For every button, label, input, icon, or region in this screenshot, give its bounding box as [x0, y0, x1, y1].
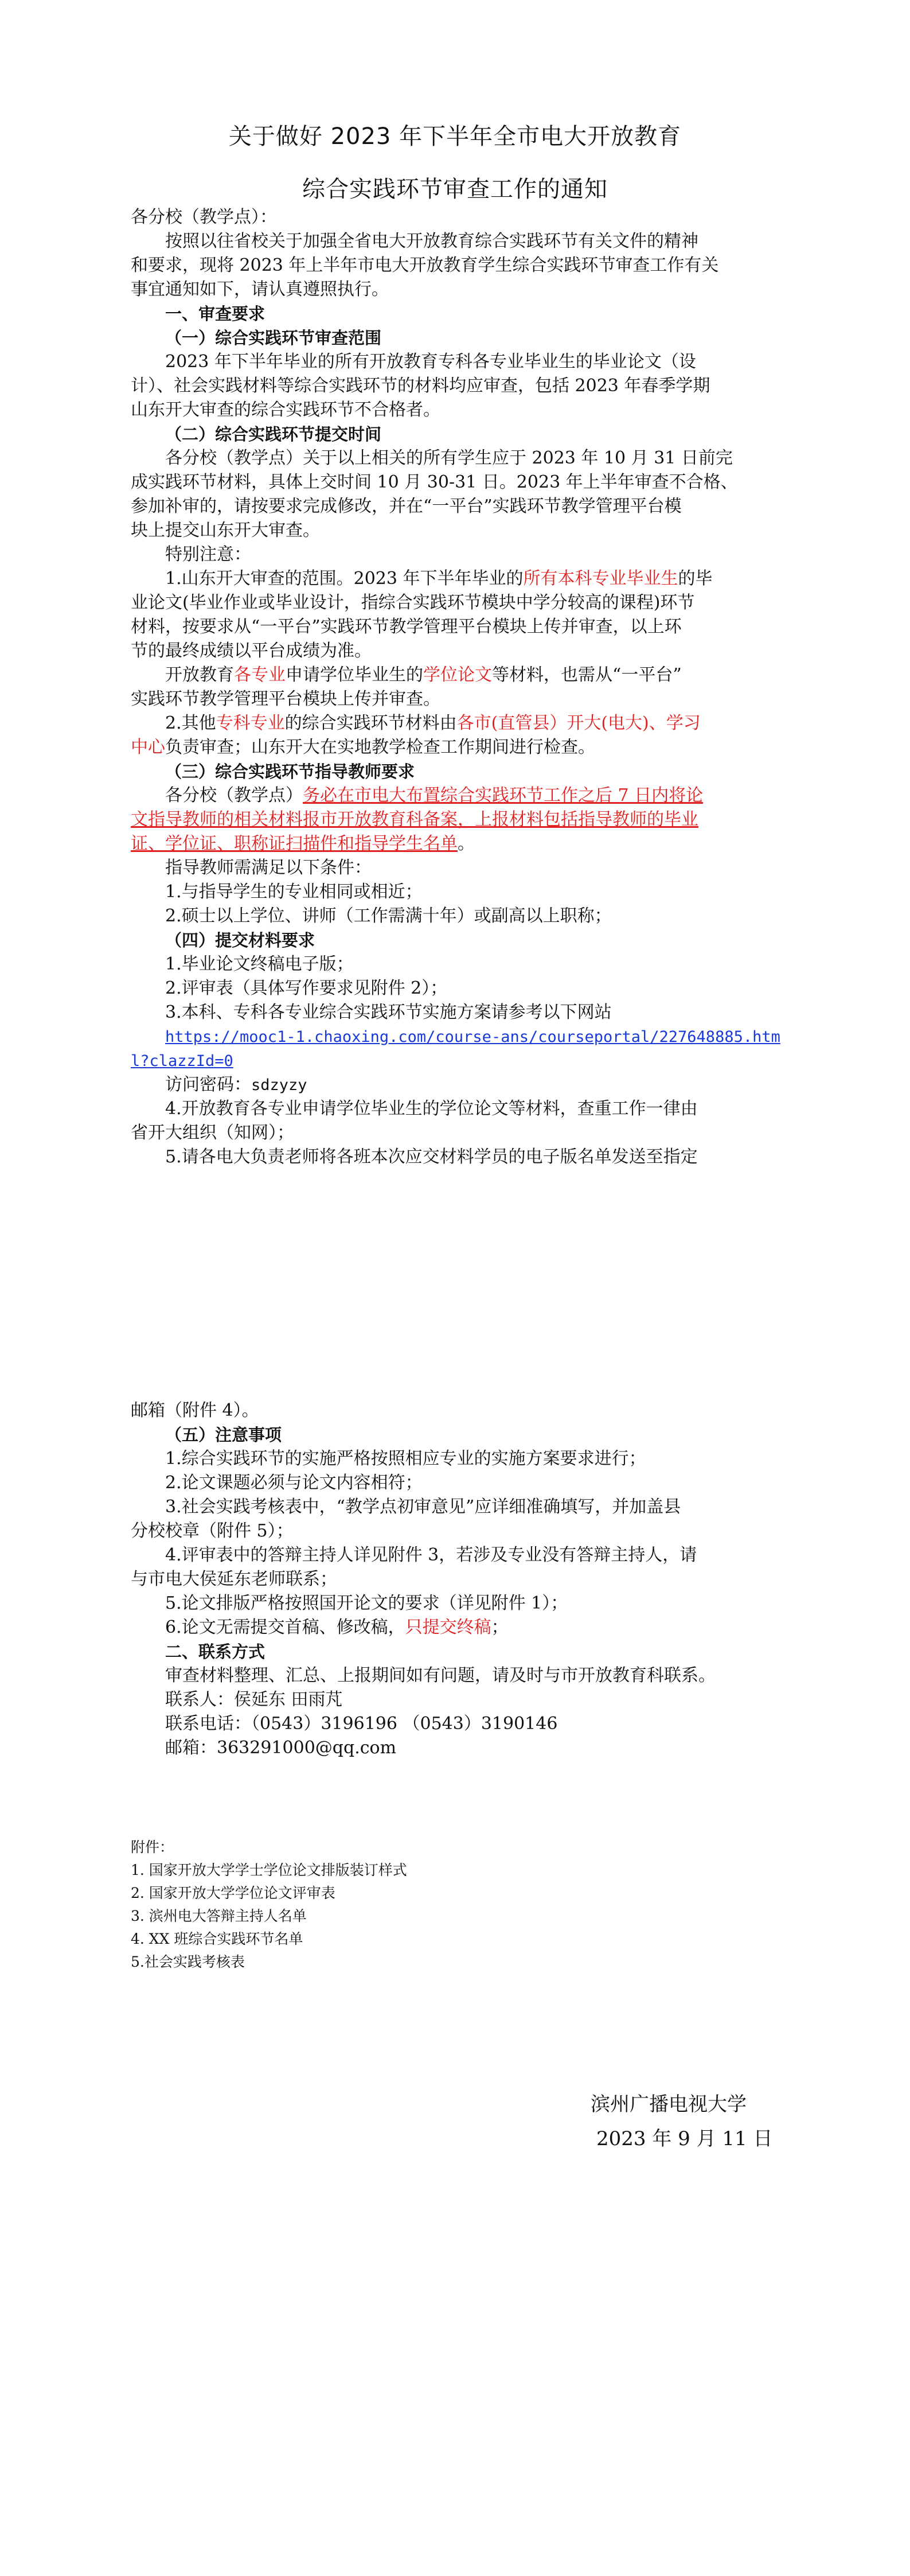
material-item: 1.毕业论文终稿电子版；	[165, 954, 354, 974]
highlight-text: 学位论文	[423, 665, 492, 685]
course-link-line-2	[131, 1049, 779, 1073]
contact-label: 联系人：	[165, 1690, 234, 1710]
teacher-requirement-line	[131, 832, 779, 856]
note-2-line	[131, 711, 779, 736]
note-1-line	[131, 567, 779, 591]
highlight-underlined-text: 证、学位证、职称证扫描件和指导学生名单	[131, 834, 458, 854]
highlight-underlined-text: 务必在市电大布置综合实践环节工作之后 7 日内将论	[303, 785, 704, 806]
text-run: ；	[491, 1617, 509, 1637]
attention-item: 4.评审表中的答辩主持人详见附件 3，若涉及专业没有答辩主持人，请	[165, 1545, 697, 1565]
highlight-text: 各市(直管县）开大(电大)、学习	[456, 713, 701, 733]
signature-date: 2023 年 9 月 11 日	[596, 2127, 773, 2150]
highlight-text: 专科专业	[216, 713, 285, 733]
intro-line: 和要求，现将 2023 年上半年市电大开放教育学生综合实践环节审查工作有关	[131, 255, 719, 275]
paragraph-line: 材料，按要求从“一平台”实践环节教学管理平台模块上传并审查，以上环	[131, 617, 682, 637]
course-link-line	[131, 1025, 779, 1049]
text-run: 申请学位毕业生的	[286, 665, 423, 685]
course-portal-link[interactable]: https://mooc1-1.chaoxing.com/course-ans/courseportal/227648885.htm	[165, 1028, 780, 1046]
salutation: 各分校（教学点）：	[131, 207, 277, 227]
material-item: 5.请各电大负责老师将各班本次应交材料学员的电子版名单发送至指定	[165, 1147, 698, 1167]
paragraph-line: 业论文(毕业作业或毕业设计，指综合实践环节模块中学分较高的课程)环节	[131, 593, 695, 613]
intro-line: 事宜通知如下，请认真遵照执行。	[131, 279, 389, 299]
attention-item: 2.论文课题必须与论文内容相符；	[165, 1473, 423, 1493]
teacher-requirement-line	[131, 808, 779, 832]
highlight-text: 只提交终稿	[405, 1617, 491, 1637]
phone-numbers: （0543）3196196 （0543）3190146	[251, 1714, 558, 1734]
signature-organization: 滨州广播电视大学	[591, 2093, 747, 2116]
paragraph-line: 山东开大审查的综合实践环节不合格者。	[131, 400, 440, 420]
paragraph-line: 各分校（教学点）关于以上相关的所有学生应于 2023 年 10 月 31 日前完	[165, 448, 733, 468]
paragraph-line: 块上提交山东开大审查。	[131, 520, 320, 540]
teacher-requirement-line	[131, 784, 779, 808]
text-run: 等材料，也需从“一平台”	[492, 665, 682, 685]
paragraph-line: 成实践环节材料，具体上交时间 10 月 30-31 日。2023 年上半年审查不合格、	[131, 472, 738, 492]
paragraph-line: 节的最终成绩以平台成绩为准。	[131, 641, 372, 661]
course-portal-link-cont[interactable]: l?clazzId=0	[131, 1052, 233, 1070]
section-1-heading: 一、审查要求	[165, 304, 265, 324]
paragraph-line: 参加补审的，请按要求完成修改，并在“一平台”实践环节教学管理平台模	[131, 496, 682, 516]
document-title-line-1: 关于做好 2023 年下半年全市电大开放教育	[228, 123, 682, 150]
material-item: 3.本科、专科各专业综合实践环节实施方案请参考以下网站	[165, 1002, 612, 1022]
email-address: 363291000@qq.com	[217, 1738, 397, 1758]
highlight-underlined-text: 文指导教师的相关材料报市开放教育科备案，上报材料包括指导教师的毕业	[131, 810, 698, 830]
contact-phones	[131, 1712, 779, 1736]
paragraph-line: 计）、社会实践材料等综合实践环节的材料均应审查，包括 2023 年春季学期	[131, 376, 710, 396]
attention-item-cont: 分校校章（附件 5）；	[131, 1521, 294, 1541]
material-item-cont: 邮箱（附件 4）。	[131, 1400, 259, 1421]
attention-item: 5.论文排版严格按照国开论文的要求（详见附件 1）；	[165, 1593, 568, 1613]
text-run: 负责审查；山东开大在实地教学检查工作期间进行检查。	[165, 737, 595, 757]
note-1b-line	[131, 663, 779, 687]
subsection-2-heading: （二）综合实践环节提交时间	[165, 425, 382, 444]
attachments-label: 附件：	[131, 1839, 174, 1855]
email-label: 邮箱：	[165, 1738, 217, 1758]
contact-intro: 审查材料整理、汇总、上报期间如有问题，请及时与市开放教育科联系。	[165, 1666, 716, 1686]
subsection-4-heading: （四）提交材料要求	[165, 931, 315, 950]
text-run: 的毕	[678, 569, 713, 589]
attachments-list	[131, 1836, 407, 1974]
attachment-item: 2. 国家开放大学学位论文评审表	[131, 1885, 335, 1901]
text-run: 开放教育	[165, 665, 234, 685]
attachment-item: 5.社会实践考核表	[131, 1954, 245, 1970]
subsection-3-heading: （三）综合实践环节指导教师要求	[165, 762, 415, 781]
attachment-item: 4. XX 班综合实践环节名单	[131, 1931, 303, 1947]
note-2-line-2	[131, 736, 779, 760]
condition-item: 1.与指导学生的专业相同或相近；	[165, 882, 423, 902]
intro-line: 按照以往省校关于加强全省电大开放教育综合实践环节有关文件的精神	[165, 231, 698, 251]
password-value: sdzyzy	[251, 1076, 307, 1094]
attention-item: 1.综合实践环节的实施严格按照相应专业的实施方案要求进行；	[165, 1449, 646, 1469]
text-run: 。	[458, 834, 475, 854]
subsection-1-heading: （一）综合实践环节审查范围	[165, 328, 382, 348]
condition-item: 2.硕士以上学位、讲师（工作需满十年）或副高以上职称；	[165, 906, 612, 926]
contact-names: 侯延东 田雨芃	[234, 1690, 343, 1710]
text-run: 的综合实践环节材料由	[284, 713, 457, 733]
attention-item	[131, 1616, 779, 1640]
document-title-line-2: 综合实践环节审查工作的通知	[302, 176, 608, 203]
paragraph-line: 实践环节教学管理平台模块上传并审查。	[131, 689, 440, 709]
note-label: 特别注意：	[165, 544, 251, 565]
access-password-line	[131, 1073, 779, 1097]
subsection-5-heading: （五）注意事项	[165, 1425, 282, 1445]
attachment-item: 1. 国家开放大学学士学位论文排版装订样式	[131, 1862, 407, 1878]
text-run: 各分校（教学点）	[165, 785, 303, 806]
highlight-text: 各专业	[234, 665, 286, 685]
conditions-label: 指导教师需满足以下条件：	[165, 858, 372, 878]
notice-body-continued	[131, 1399, 779, 1760]
notice-body	[131, 205, 779, 1169]
contact-persons	[131, 1688, 779, 1712]
text-run: 6.论文无需提交首稿、修改稿，	[165, 1617, 405, 1637]
attention-item-cont: 与市电大侯延东老师联系；	[131, 1569, 337, 1589]
section-2-heading: 二、联系方式	[165, 1642, 265, 1661]
attention-item: 3.社会实践考核表中，“教学点初审意见”应详细准确填写，并加盖县	[165, 1497, 681, 1517]
password-label: 访问密码：	[165, 1075, 251, 1095]
material-item: 2.评审表（具体写作要求见附件 2）；	[165, 978, 448, 998]
paragraph-line: 2023 年下半年毕业的所有开放教育专科各专业毕业生的毕业论文（设	[165, 352, 696, 372]
highlight-text: 所有本科专业毕业生	[523, 569, 678, 589]
contact-email	[131, 1736, 779, 1760]
material-item: 4.开放教育各专业申请学位毕业生的学位论文等材料，查重工作一律由	[165, 1099, 698, 1119]
attachment-item: 3. 滨州电大答辩主持人名单	[131, 1908, 307, 1924]
text-run: 1.山东开大审查的范围。2023 年下半年毕业的	[165, 569, 524, 589]
phone-label: 联系电话：	[165, 1714, 251, 1734]
text-run: 2.其他	[165, 713, 216, 733]
material-item-cont: 省开大组织（知网）；	[131, 1123, 294, 1143]
highlight-text: 中心	[131, 737, 165, 757]
